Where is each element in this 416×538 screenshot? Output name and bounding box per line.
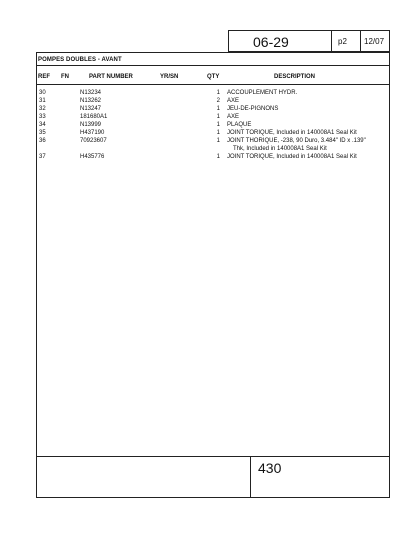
row-qty: 1 <box>216 122 220 128</box>
column-part-number: PART NUMBER <box>89 74 133 80</box>
column-qty: QTY <box>207 74 220 80</box>
section-title: POMPES DOUBLES - AVANT <box>38 57 122 63</box>
row-part-number: N13234 <box>80 90 102 96</box>
divider <box>36 84 390 85</box>
row-qty: 1 <box>216 90 220 96</box>
row-description: ACCOUPLEMENT HYDR. <box>227 90 298 96</box>
row-qty: 2 <box>216 98 220 104</box>
row-description: JOINT THORIQUE, -238, 90 Duro, 3.484" ID x .139" <box>227 138 366 144</box>
row-qty: 1 <box>216 130 220 136</box>
row-ref: 32 <box>39 106 46 112</box>
column-description: DESCRIPTION <box>274 74 316 80</box>
row-part-number: N13999 <box>80 122 102 128</box>
row-part-number: H437190 <box>80 130 105 136</box>
row-description-continuation: Thk, Included in 140008A1 Seal Kit <box>233 146 327 152</box>
row-part-number: N13247 <box>80 106 102 112</box>
row-part-number: 70923607 <box>80 138 107 144</box>
row-qty: 1 <box>216 138 220 144</box>
header-page: p2 <box>338 37 347 46</box>
column-yr-sn: YR/SN <box>160 74 179 80</box>
row-part-number: 181680A1 <box>80 114 108 120</box>
divider <box>36 65 390 66</box>
footer-separator <box>250 456 251 498</box>
footer-divider <box>36 456 390 457</box>
header-date: 12/07 <box>364 37 385 46</box>
row-description: JEU-DE-PIGNONS <box>227 106 279 112</box>
page-number: 430 <box>258 460 282 476</box>
row-ref: 33 <box>39 114 46 120</box>
header-code: 06-29 <box>253 34 289 50</box>
row-description: PLAQUE <box>227 122 252 128</box>
row-qty: 1 <box>216 114 220 120</box>
row-ref: 35 <box>39 130 46 136</box>
row-ref: 36 <box>39 138 46 144</box>
row-ref: 31 <box>39 98 46 104</box>
row-description: AXE <box>227 98 240 104</box>
row-part-number: N13262 <box>80 98 102 104</box>
row-description: JOINT TORIQUE, Included in 140008A1 Seal Kit <box>227 154 357 160</box>
row-ref: 30 <box>39 90 46 96</box>
column-ref: REF <box>38 74 50 80</box>
row-description: AXE <box>227 114 240 120</box>
column-fn: FN <box>61 74 69 80</box>
row-ref: 37 <box>39 154 46 160</box>
row-description: JOINT TORIQUE, Included in 140008A1 Seal Kit <box>227 130 357 136</box>
row-qty: 1 <box>216 154 220 160</box>
row-part-number: H435776 <box>80 154 105 160</box>
row-ref: 34 <box>39 122 46 128</box>
row-qty: 1 <box>216 106 220 112</box>
